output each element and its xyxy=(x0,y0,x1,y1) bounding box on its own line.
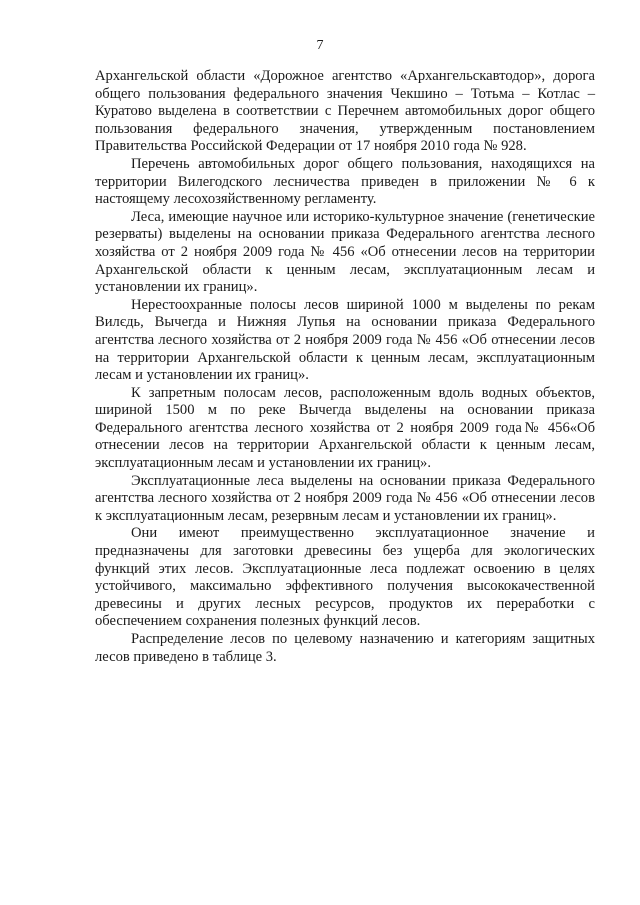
paragraph-table-reference: Распределение лесов по целевому назначению и категориям защитных лесов приведено в таблице 3. xyxy=(95,631,595,665)
paragraph-road-list: Перечень автомобильных дорог общего пользования, находящихся на территории Вилегодского лесничества приведен в приложении № 6 к настоящему лесохозяйственному регламенту. xyxy=(95,155,595,208)
paragraph-scientific-forests: Леса, имеющие научное или историко-культурное значение (генетические резерваты) выделены на основании приказа Федерального агентства лесного хозяйства от 2 ноября 2009 года № 456 «Об отнесении лесов на территории Архангельской области к ценным лесам, эксплуатационным лесам и установлении их границ». xyxy=(95,208,595,296)
paragraph-spawning-protection: Нерестоохранные полосы лесов шириной 1000 м выделены по рекам Вилєдь, Вычегда и Нижняя Лупья на основании приказа Федерального агентства лесного хозяйства от 2 ноября 2009 года № 456 «Об отнесении лесов на территории Архангельской области к ценным лесам, эксплуатационным лесам и установлении их границ». xyxy=(95,296,595,384)
paragraph-restricted-strips: К запретным полосам лесов, расположенным вдоль водных объектов, шириной 1500 м по реке Вычегда выделены на основании приказа Федерального агентства лесного хозяйства от 2 ноября 2009 года№ 456«Об отнесении лесов на территории Архангельской области к ценным лесам, эксплуатационным лесам и установлении их границ». xyxy=(95,384,595,472)
document-body xyxy=(95,68,595,666)
paragraph-exploitation-forests: Эксплуатационные леса выделены на основании приказа Федерального агентства лесного хозяйства от 2 ноября 2009 года № 456 «Об отнесении лесов к эксплуатационным лесам, резервным лесам и установлении их границ». xyxy=(95,472,595,524)
page-number: 7 xyxy=(316,38,324,53)
paragraph-road-continuation: Архангельской области «Дорожное агентство «Архангельскавтодор», дорога общего пользования федерального значения Чекшино – Тотьма – Котлас – Куратово выделена в соответствии с Перечнем автомобильных дорог общего пользования федерального значения, утвержденным постановлением Правительства Российской Федерации от 17 ноября 2010 года № 928. xyxy=(95,68,595,155)
paragraph-exploitation-purpose: Они имеют преимущественно эксплуатационное значение и предназначены для заготовки древесины без ущерба для экологических функций этих лесов. Эксплуатационные леса подлежат освоению в целях устойчивого, максимально эффективного получения высококачественной древесины и других лесных ресурсов, продуктов их переработки с обеспечением сохранения полезных функций лесов. xyxy=(95,525,595,630)
